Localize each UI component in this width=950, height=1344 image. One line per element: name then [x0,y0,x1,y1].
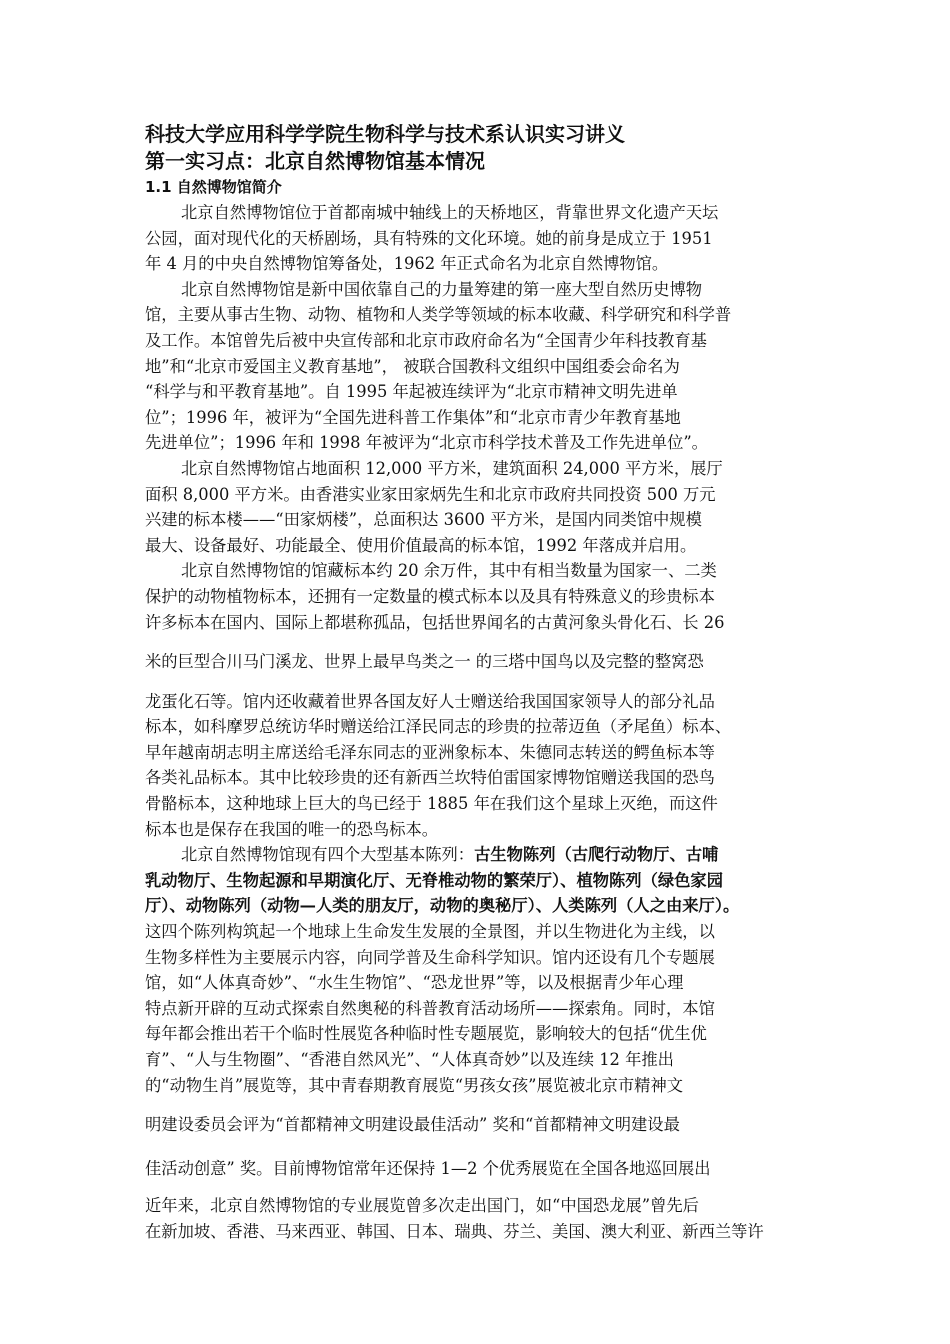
text-line: 这四个陈列构筑起一个地球上生命发生发展的全景图，并以生物进化为主线，以 [145,922,715,942]
text-line: 佳活动创意” 奖。目前博物馆常年还保持 1—2 个优秀展览在全国各地巡回展出 [145,1158,711,1178]
text-line: 位”；1996 年，被评为“全国先进科普工作集体”和“北京市青少年教育基地 [145,407,681,427]
text-line: 每年都会推出若干个临时性展览各种临时性专题展览，影响较大的包括“优生优 [145,1024,707,1044]
text-line: 北京自然博物馆占地面积 12,000 平方米，建筑面积 24,000 平方米，展厅 [181,458,723,478]
text-line: 先进单位”；1996 年和 1998 年被评为“北京市科学技术普及工作先进单位”。 [145,433,708,453]
text-line: 北京自然博物馆位于首都南城中轴线上的天桥地区，背靠世界文化遗产天坛 [181,203,719,222]
text-line: 的“动物生肖”展览等，其中青春期教育展览“男孩女孩”展览被北京市精神文 [145,1075,684,1095]
text-line: “科学与和平教育基地”。自 1995 年起被连续评为“北京市精神文明先进单 [145,382,678,402]
text-line: 早年越南胡志明主席送给毛泽东同志的亚洲象标本、朱德同志转送的鳄鱼标本等 [145,742,715,762]
text-line: 许多标本在国内、国际上都堪称孤品，包括世界闻名的古黄河象头骨化石、长 26 [145,612,725,632]
text-line: 馆，如“人体真奇妙”、“水生生物馆”、“恐龙世界”等，以及根据青少年心理 [145,973,684,993]
text-line: 及工作。本馆曾先后被中央宣传部和北京市政府命名为“全国青少年科技教育基 [145,330,707,350]
document-title: 科技大学应用科学学院生物科学与技术系认识实习讲义 [145,122,625,146]
text-line: 地”和“北京市爱国主义教育基地”， 被联合国教科文组织中国组委会命名为 [145,356,680,376]
text-line: 面积 8,000 平方米。由香港实业家田家炳先生和北京市政府共同投资 500 万元 [145,484,716,504]
text-line: 近年来，北京自然博物馆的专业展览曾多次走出国门，如“中国恐龙展”曾先后 [145,1196,699,1216]
bold-text-run: 厅）、动物陈列（动物—人类的朋友厅，动物的奥秘厅）、人类陈列（人之由来厅）。 [145,896,740,916]
bold-text-run: 乳动物厅、生物起源和早期演化厅、无脊椎动物的繁荣厅）、植物陈列（绿色家园 [145,870,723,890]
text-line: 明建设委员会评为“首都精神文明建设最佳活动” 奖和“首都精神文明建设最 [145,1115,680,1135]
bold-text-run: 古生物陈列（古爬行动物厅、古哺 [474,845,719,865]
document-body [145,120,825,1245]
text-line: 在新加坡、香港、马来西亚、韩国、日本、瑞典、芬兰、美国、澳大利亚、新西兰等许 [145,1221,764,1241]
text-line: 兴建的标本楼——“田家炳楼”，总面积达 3600 平方米，是国内同类馆中规模 [145,510,702,530]
text-line: 米的巨型合川马门溪龙、世界上最早鸟类之一 的三塔中国鸟以及完整的整窝恐 [145,652,704,672]
document-subtitle: 第一实习点：北京自然博物馆基本情况 [145,149,485,173]
text-line: 公园，面对现代化的天桥剧场，具有特殊的文化环境。她的前身是成立于 1951 [145,228,713,248]
text-line: 北京自然博物馆的馆藏标本约 20 余万件，其中有相当数量为国家一、二类 [181,561,717,581]
text-line: 龙蛋化石等。馆内还收藏着世界各国友好人士赠送给我国国家领导人的部分礼品 [145,691,715,711]
text-line [145,868,825,894]
text-line: 馆，主要从事古生物、动物、植物和人类学等领域的标本收藏、科学研究和科学普 [145,305,732,325]
text-line: 各类礼品标本。其中比较珍贵的还有新西兰坎特伯雷国家博物馆赠送我国的恐鸟 [145,768,715,788]
text-line: 特点新开辟的互动式探索自然奥秘的科普教育活动场所——探索角。同时，本馆 [145,998,715,1018]
text-line: 北京自然博物馆是新中国依靠自己的力量筹建的第一座大型自然历史博物 [181,279,703,299]
text-line [145,842,825,868]
text-line: 年 4 月的中央自然博物馆筹备处，1962 年正式命名为北京自然博物馆。 [145,254,669,274]
text-line: 骨骼标本，这种地球上巨大的鸟已经于 1885 年在我们这个星球上灭绝，而这件 [145,794,718,814]
section-heading: 1.1 自然博物馆简介 [145,178,282,196]
text-line: 保护的动物植物标本，还拥有一定数量的模式标本以及具有特殊意义的珍贵标本 [145,586,715,606]
text-run: 北京自然博物馆现有四个大型基本陈列： [181,845,475,865]
text-line: 最大、设备最好、功能最全、使用价值最高的标本馆，1992 年落成并启用。 [145,535,697,555]
text-line: 标本，如科摩罗总统访华时赠送给江泽民同志的珍贵的拉蒂迈鱼（矛尾鱼）标本、 [145,717,732,737]
text-line: 标本也是保存在我国的唯一的恐鸟标本。 [145,819,439,839]
text-line: 育”、“人与生物圈”、“香港自然风光”、“人体真奇妙”以及连续 12 年推出 [145,1050,674,1069]
text-line: 生物多样性为主要展示内容，向同学普及生命科学知识。馆内还设有几个专题展 [145,947,715,967]
text-line [145,893,825,919]
